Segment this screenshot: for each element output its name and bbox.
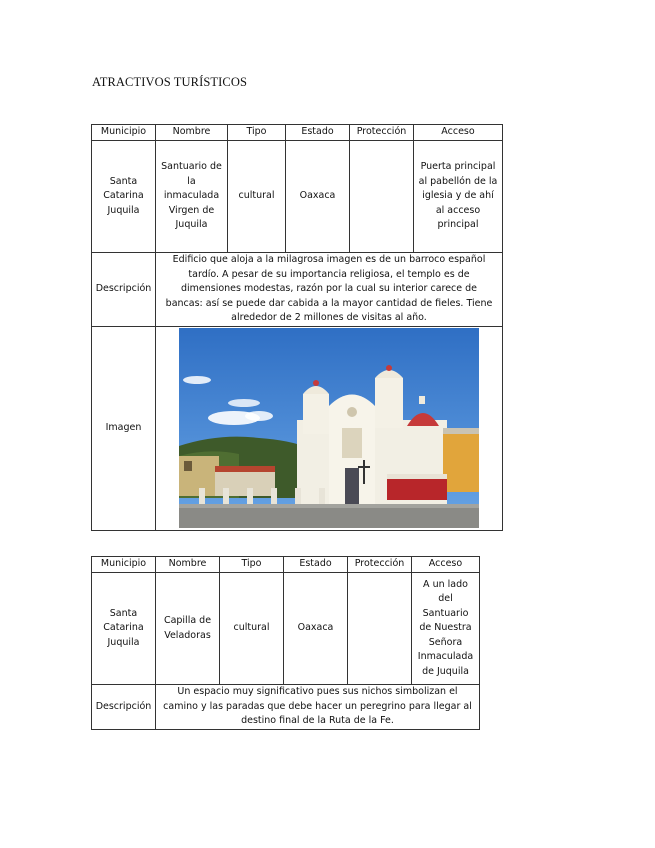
header-estado: Estado [284,557,348,573]
table-row [92,573,480,685]
cell-estado: Oaxaca [286,141,350,253]
attraction-table-1 [91,124,503,531]
cell-nombre: Santuario de la inmaculada Virgen de Juquila [156,141,228,253]
cell-municipio: Santa Catarina Juquila [92,141,156,253]
header-proteccion: Protección [348,557,412,573]
imagen-cell [156,326,503,530]
header-tipo: Tipo [220,557,284,573]
cell-proteccion [348,573,412,685]
cell-acceso: Puerta principal al pabellón de la iglesia y de ahí al acceso principal [414,141,503,253]
header-nombre: Nombre [156,125,228,141]
page-title: ATRACTIVOS TURÍSTICOS [92,75,248,89]
image-row [92,326,503,530]
description-row [92,253,503,327]
header-nombre: Nombre [156,557,220,573]
cell-municipio: Santa Catarina Juquila [92,573,156,685]
table-header-row [92,557,480,573]
cell-estado: Oaxaca [284,573,348,685]
cell-tipo: cultural [228,141,286,253]
descripcion-text: Un espacio muy significativo pues sus nichos simbolizan el camino y las paradas que debe hacer un peregrino para llegar al destino final de la Ruta de la Fe. [156,685,480,730]
header-acceso: Acceso [412,557,480,573]
attraction-table-2 [91,556,480,730]
header-tipo: Tipo [228,125,286,141]
imagen-label: Imagen [92,326,156,530]
header-estado: Estado [286,125,350,141]
cell-tipo: cultural [220,573,284,685]
header-municipio: Municipio [92,125,156,141]
cell-proteccion [350,141,414,253]
header-municipio: Municipio [92,557,156,573]
descripcion-text: Edificio que aloja a la milagrosa imagen es de un barroco español tardío. A pesar de su importancia religiosa, el templo es de dimensiones modestas, razón por la cual su interior carece de bancas: así se puede dar cabida a la mayor cantidad de fieles. Tiene alrededor de 2 millones de visitas al año. [156,253,503,327]
descripcion-label: Descripción [92,253,156,327]
header-proteccion: Protección [350,125,414,141]
church-photo [179,328,479,528]
cell-nombre: Capilla de Veladoras [156,573,220,685]
description-row [92,685,480,730]
descripcion-label: Descripción [92,685,156,730]
table-header-row [92,125,503,141]
table-row [92,141,503,253]
header-acceso: Acceso [414,125,503,141]
cell-acceso: A un lado del Santuario de Nuestra Señora Inmaculada de Juquila [412,573,480,685]
